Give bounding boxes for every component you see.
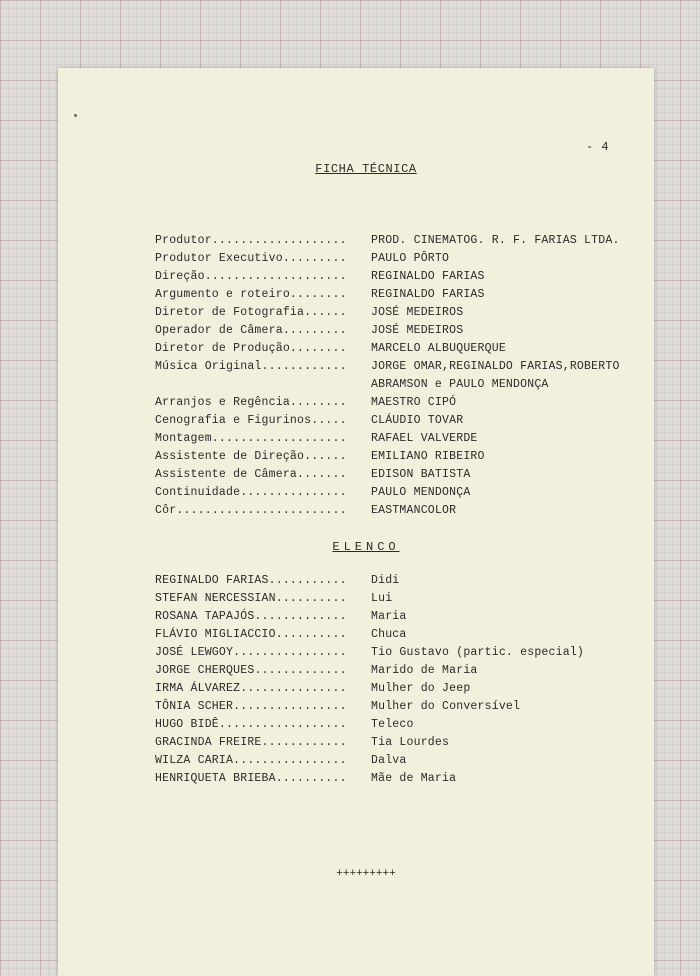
cast-role: Tia Lourdes xyxy=(371,736,450,749)
credit-label: Assistente de Direção...... xyxy=(155,450,347,463)
credit-label: Montagem................... xyxy=(155,432,347,445)
cast-actor: IRMA ÁLVAREZ............... xyxy=(155,682,347,695)
cast-role: Chuca xyxy=(371,628,407,641)
cast-actor: TÔNIA SCHER................ xyxy=(155,700,347,713)
cast-role: Tio Gustavo (partic. especial) xyxy=(371,646,585,659)
credit-label: Côr........................ xyxy=(155,504,347,517)
credit-value: MARCELO ALBUQUERQUE xyxy=(371,342,506,355)
cast-actor: WILZA CARIA................ xyxy=(155,754,347,767)
credit-value: JOSÉ MEDEIROS xyxy=(371,306,464,319)
credit-value: PAULO MENDONÇA xyxy=(371,486,471,499)
credit-value: EDISON BATISTA xyxy=(371,468,471,481)
credit-value: PAULO PÔRTO xyxy=(371,252,450,265)
cast-role: Teleco xyxy=(371,718,414,731)
cast-role: Mulher do Jeep xyxy=(371,682,471,695)
cast-role: Lui xyxy=(371,592,393,605)
cast-role: Marido de Maria xyxy=(371,664,478,677)
cast-actor: JORGE CHERQUES............. xyxy=(155,664,347,677)
cast-actor: GRACINDA FREIRE............ xyxy=(155,736,347,749)
ink-speck xyxy=(74,114,77,117)
credit-value: RAFAEL VALVERDE xyxy=(371,432,478,445)
page-number: - 4 xyxy=(586,140,610,154)
credit-value: CLÁUDIO TOVAR xyxy=(371,414,464,427)
cast-actor: REGINALDO FARIAS........... xyxy=(155,574,347,587)
ficha-tecnica-title: FICHA TÉCNICA xyxy=(315,162,417,176)
credit-label: Produtor................... xyxy=(155,234,347,247)
elenco-title: ELENCO xyxy=(332,540,400,554)
cast-role: Mulher do Conversível xyxy=(371,700,521,713)
cast-role: Dalva xyxy=(371,754,407,767)
credit-label: Cenografia e Figurinos..... xyxy=(155,414,347,427)
credit-value: MAESTRO CIPÓ xyxy=(371,396,457,409)
cast-actor: JOSÉ LEWGOY................ xyxy=(155,646,347,659)
credit-value: JOSÉ MEDEIROS xyxy=(371,324,464,337)
cast-actor: FLÁVIO MIGLIACCIO.......... xyxy=(155,628,347,641)
credit-label: Diretor de Fotografia...... xyxy=(155,306,347,319)
cast-actor: ROSANA TAPAJÓS............. xyxy=(155,610,347,623)
cast-actor: HUGO BIDÊ.................. xyxy=(155,718,347,731)
credit-value: PROD. CINEMATOG. R. F. FARIAS LTDA. xyxy=(371,234,620,247)
cast-role: Maria xyxy=(371,610,407,623)
cast-role: Didi xyxy=(371,574,400,587)
cast-actor: HENRIQUETA BRIEBA.......... xyxy=(155,772,347,785)
credit-label: Produtor Executivo......... xyxy=(155,252,347,265)
cast-role: Mãe de Maria xyxy=(371,772,457,785)
document-page xyxy=(58,68,654,976)
credit-value: REGINALDO FARIAS xyxy=(371,270,485,283)
credit-label: Direção.................... xyxy=(155,270,347,283)
credit-value: EASTMANCOLOR xyxy=(371,504,457,517)
credit-value: JORGE OMAR,REGINALDO FARIAS,ROBERTO xyxy=(371,360,620,373)
credit-label: Assistente de Câmera....... xyxy=(155,468,347,481)
credit-value-continuation: ABRAMSON e PAULO MENDONÇA xyxy=(371,378,549,391)
footer-separator: +++++++++ xyxy=(336,868,396,880)
credit-label: Continuidade............... xyxy=(155,486,347,499)
credit-value: EMILIANO RIBEIRO xyxy=(371,450,485,463)
cast-actor: STEFAN NERCESSIAN.......... xyxy=(155,592,347,605)
credit-value: REGINALDO FARIAS xyxy=(371,288,485,301)
credit-label: Argumento e roteiro........ xyxy=(155,288,347,301)
credit-label: Diretor de Produção........ xyxy=(155,342,347,355)
credit-label: Música Original............ xyxy=(155,360,347,373)
credit-label: Arranjos e Regência........ xyxy=(155,396,347,409)
credit-label: Operador de Câmera......... xyxy=(155,324,347,337)
